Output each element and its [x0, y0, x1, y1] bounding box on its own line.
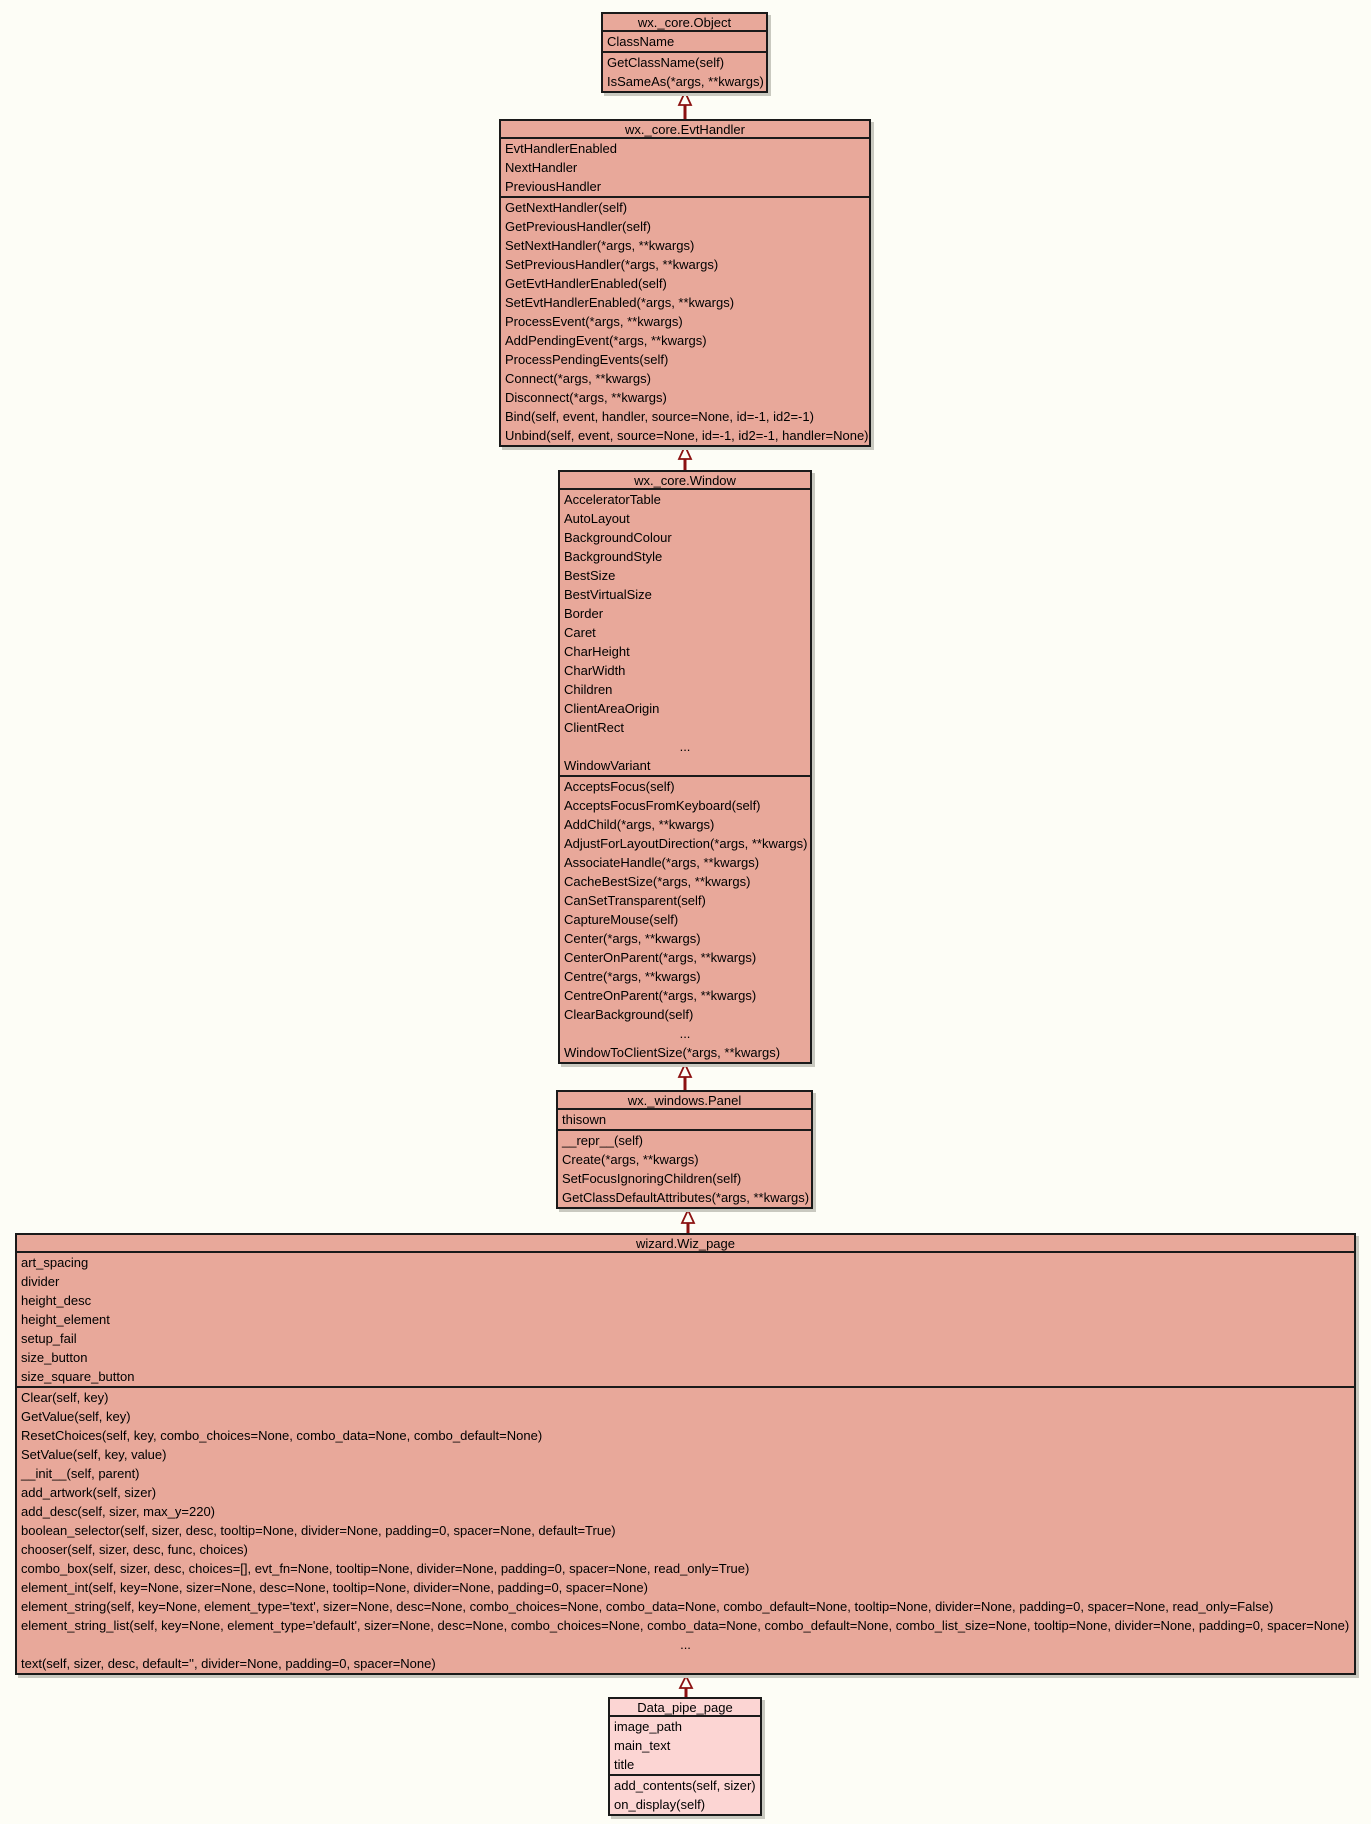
class-title[interactable]: wizard.Wiz_page	[17, 1235, 1354, 1253]
uml-method: ClearBackground(self)	[564, 1007, 694, 1022]
uml-method: Disconnect(*args, **kwargs)	[505, 390, 667, 405]
uml-attribute: BackgroundStyle	[564, 549, 663, 564]
uml-attribute: image_path	[614, 1719, 682, 1734]
class-box-wizard-wiz-page[interactable]	[15, 1233, 1356, 1675]
uml-attribute: main_text	[614, 1738, 671, 1753]
uml-method: boolean_selector(self, sizer, desc, tooltip=None, divider=None, padding=0, spacer=None, default=True)	[21, 1523, 616, 1538]
class-title[interactable]: wx._core.Object	[603, 14, 766, 32]
uml-method: GetPreviousHandler(self)	[505, 219, 651, 234]
uml-attribute: Children	[564, 682, 613, 697]
inheritance-arrow	[677, 445, 693, 471]
uml-method: GetEvtHandlerEnabled(self)	[505, 276, 667, 291]
uml-method: Centre(*args, **kwargs)	[564, 969, 701, 984]
uml-attribute: height_element	[21, 1312, 110, 1327]
uml-method: AcceptsFocusFromKeyboard(self)	[564, 798, 761, 813]
uml-method: element_int(self, key=None, sizer=None, desc=None, tooltip=None, divider=None, padding=0, spacer=None)	[21, 1580, 648, 1595]
inheritance-arrow	[678, 1675, 694, 1698]
inheritance-arrow	[677, 91, 693, 121]
uml-method: AcceptsFocus(self)	[564, 779, 675, 794]
uml-method: SetFocusIgnoringChildren(self)	[562, 1171, 742, 1186]
uml-method: Unbind(self, event, source=None, id=-1, id2=-1, handler=None)	[505, 428, 869, 443]
uml-method: add_artwork(self, sizer)	[21, 1485, 157, 1500]
methods-section	[558, 1131, 811, 1207]
class-title[interactable]: wx._core.Window	[560, 472, 810, 490]
class-box-wx-core-evthandler[interactable]	[499, 119, 871, 447]
uml-method: CacheBestSize(*args, **kwargs)	[564, 874, 751, 889]
uml-attribute: BestSize	[564, 568, 616, 583]
inheritance-arrow	[677, 1063, 693, 1091]
uml-method: on_display(self)	[614, 1797, 706, 1812]
uml-method: __init__(self, parent)	[21, 1466, 140, 1481]
uml-method: CaptureMouse(self)	[564, 912, 679, 927]
class-box-wx-windows-panel[interactable]	[556, 1090, 813, 1209]
uml-method: __repr__(self)	[562, 1133, 643, 1148]
inheritance-arrow	[680, 1209, 696, 1234]
uml-method: AdjustForLayoutDirection(*args, **kwargs)	[564, 836, 808, 851]
class-box-data-pipe-page[interactable]	[608, 1697, 762, 1816]
uml-method: AddPendingEvent(*args, **kwargs)	[505, 333, 707, 348]
methods-section	[17, 1388, 1354, 1673]
uml-method: GetClassName(self)	[607, 55, 725, 70]
uml-attribute: NextHandler	[505, 160, 578, 175]
uml-attribute: CharWidth	[564, 663, 626, 678]
uml-attribute: Caret	[564, 625, 596, 640]
uml-attribute: divider	[21, 1274, 60, 1289]
attributes-section	[603, 32, 766, 53]
uml-method: CenterOnParent(*args, **kwargs)	[564, 950, 757, 965]
uml-attribute: ...	[679, 739, 691, 754]
uml-method: Create(*args, **kwargs)	[562, 1152, 699, 1167]
attributes-section	[501, 139, 869, 198]
uml-method: WindowToClientSize(*args, **kwargs)	[564, 1045, 781, 1060]
class-box-wx-core-window[interactable]	[558, 470, 812, 1064]
uml-method: chooser(self, sizer, desc, func, choices)	[21, 1542, 248, 1557]
uml-method: ...	[679, 1026, 691, 1041]
uml-attribute: setup_fail	[21, 1331, 77, 1346]
uml-method: SetNextHandler(*args, **kwargs)	[505, 238, 695, 253]
uml-method: add_contents(self, sizer)	[614, 1778, 756, 1793]
uml-method: AssociateHandle(*args, **kwargs)	[564, 855, 760, 870]
uml-method: GetValue(self, key)	[21, 1409, 131, 1424]
uml-method: CentreOnParent(*args, **kwargs)	[564, 988, 757, 1003]
uml-attribute: height_desc	[21, 1293, 92, 1308]
uml-attribute: ClientRect	[564, 720, 624, 735]
uml-attribute: PreviousHandler	[505, 179, 602, 194]
uml-method: ProcessPendingEvents(self)	[505, 352, 669, 367]
uml-method: SetEvtHandlerEnabled(*args, **kwargs)	[505, 295, 735, 310]
attributes-section	[560, 490, 810, 777]
uml-method: text(self, sizer, desc, default='', divider=None, padding=0, spacer=None)	[21, 1656, 436, 1671]
uml-method: element_string_list(self, key=None, element_type='default', sizer=None, desc=None, combo_choices=None, combo_data=None, combo_default=None, combo_list_size=None, tooltip=None, divider=None, padding=0, spacer=None)	[21, 1618, 1350, 1633]
uml-method: add_desc(self, sizer, max_y=220)	[21, 1504, 216, 1519]
uml-method: Connect(*args, **kwargs)	[505, 371, 651, 386]
uml-attribute: BestVirtualSize	[564, 587, 652, 602]
attributes-section	[610, 1717, 760, 1776]
attributes-section	[17, 1253, 1354, 1388]
methods-section	[610, 1776, 760, 1814]
uml-method: ResetChoices(self, key, combo_choices=None, combo_data=None, combo_default=None)	[21, 1428, 543, 1443]
uml-method: SetPreviousHandler(*args, **kwargs)	[505, 257, 719, 272]
uml-attribute: CharHeight	[564, 644, 630, 659]
class-title[interactable]: wx._core.EvtHandler	[501, 121, 869, 139]
uml-attribute: ClassName	[607, 34, 675, 49]
class-title[interactable]: wx._windows.Panel	[558, 1092, 811, 1110]
uml-attribute: AutoLayout	[564, 511, 630, 526]
uml-method: Bind(self, event, handler, source=None, id=-1, id2=-1)	[505, 409, 814, 424]
uml-method: IsSameAs(*args, **kwargs)	[607, 74, 764, 89]
uml-attribute: Border	[564, 606, 604, 621]
attributes-section	[558, 1110, 811, 1131]
uml-method: GetClassDefaultAttributes(*args, **kwargs)	[562, 1190, 810, 1205]
uml-method: SetValue(self, key, value)	[21, 1447, 167, 1462]
methods-section	[603, 53, 766, 91]
uml-method: element_string(self, key=None, element_type='text', sizer=None, desc=None, combo_choices=None, combo_data=None, combo_default=None, tooltip=None, divider=None, padding=0, spacer=None, read_only=False)	[21, 1599, 1274, 1614]
uml-attribute: AcceleratorTable	[564, 492, 661, 507]
uml-method: ...	[680, 1637, 691, 1652]
uml-method: GetNextHandler(self)	[505, 200, 628, 215]
uml-attribute: size_square_button	[21, 1369, 135, 1384]
uml-method: CanSetTransparent(self)	[564, 893, 706, 908]
uml-method: combo_box(self, sizer, desc, choices=[], evt_fn=None, tooltip=None, divider=None, padding=0, spacer=None, read_only=True)	[21, 1561, 750, 1576]
uml-method: Clear(self, key)	[21, 1390, 109, 1405]
uml-attribute: ClientAreaOrigin	[564, 701, 660, 716]
uml-method: ProcessEvent(*args, **kwargs)	[505, 314, 683, 329]
uml-attribute: title	[614, 1757, 635, 1772]
uml-attribute: size_button	[21, 1350, 88, 1365]
methods-section	[501, 198, 869, 445]
class-box-wx-core-object[interactable]	[601, 12, 768, 93]
uml-attribute: WindowVariant	[564, 758, 651, 773]
uml-attribute: BackgroundColour	[564, 530, 672, 545]
uml-method: Center(*args, **kwargs)	[564, 931, 701, 946]
uml-method: AddChild(*args, **kwargs)	[564, 817, 715, 832]
uml-attribute: thisown	[562, 1112, 607, 1127]
class-title[interactable]: Data_pipe_page	[610, 1699, 760, 1717]
uml-attribute: art_spacing	[21, 1255, 89, 1270]
methods-section	[560, 777, 810, 1062]
uml-attribute: EvtHandlerEnabled	[505, 141, 618, 156]
